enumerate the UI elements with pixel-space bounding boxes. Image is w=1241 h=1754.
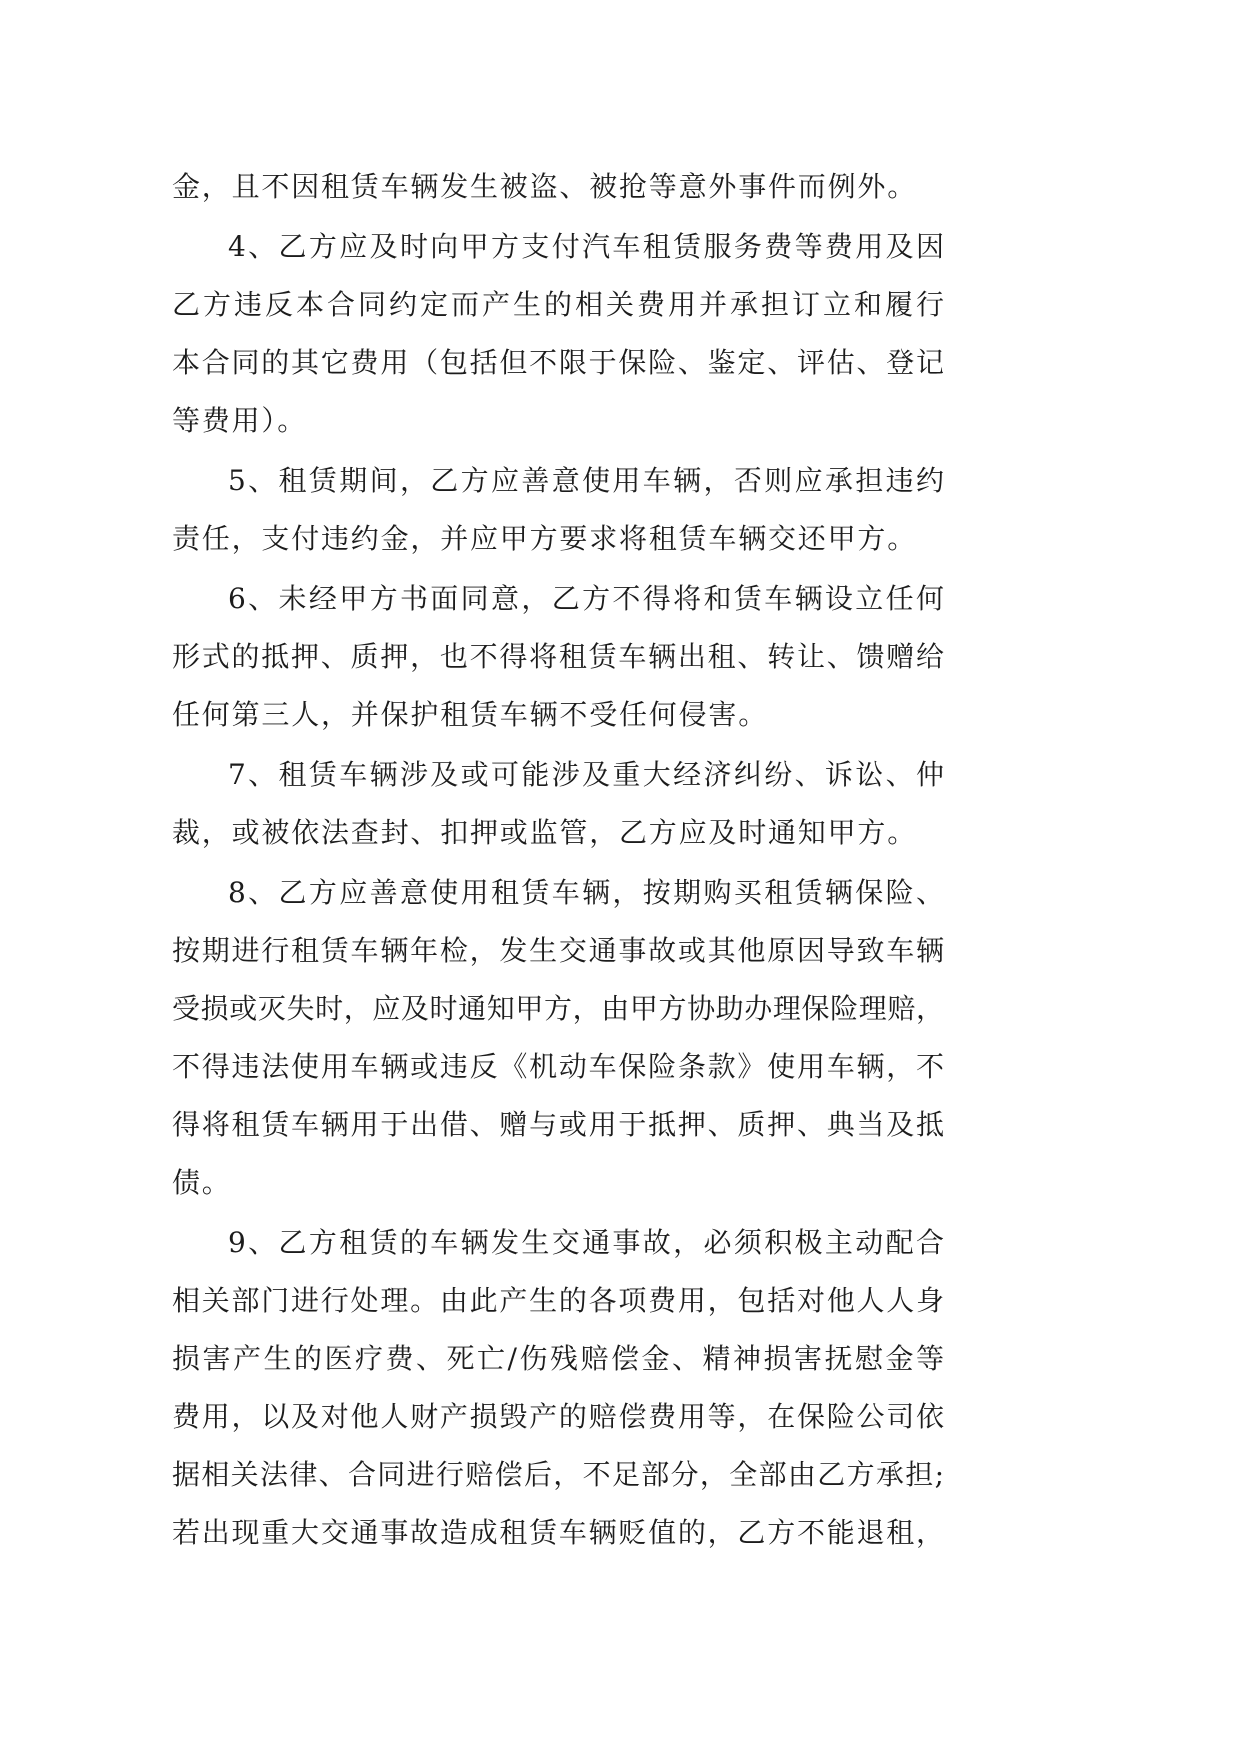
text-line: 9、乙方租赁的车辆发生交通事故，必须积极主动配合 (228, 1226, 944, 1259)
text-line: 4、乙方应及时向甲方支付汽车租赁服务费等费用及因 (228, 230, 944, 263)
text-line: 据相关法律、合同进行赔偿后，不足部分，全部由乙方承担; (172, 1458, 944, 1491)
text-line: 费用，以及对他人财产损毁产的赔偿费用等，在保险公司依 (172, 1400, 944, 1433)
text-line: 受损或灭失时，应及时通知甲方，由甲方协助办理保险理赔， (172, 992, 944, 1025)
document-body (172, 158, 944, 1562)
text-line: 任何第三人，并保护租赁车辆不受任何侵害。 (172, 698, 769, 731)
paragraph (172, 746, 944, 862)
text-line: 若出现重大交通事故造成租赁车辆贬值的，乙方不能退租， (172, 1516, 944, 1549)
paragraph (172, 570, 944, 744)
paragraph (172, 158, 944, 216)
text-line: 债。 (172, 1166, 232, 1199)
text-line: 按期进行租赁车辆年检，发生交通事故或其他原因导致车辆 (172, 934, 944, 967)
text-line: 得将租赁车辆用于出借、赠与或用于抵押、质押、典当及抵 (172, 1108, 944, 1141)
text-line: 6、未经甲方书面同意，乙方不得将和赁车辆设立任何 (228, 582, 944, 615)
text-line: 5、租赁期间，乙方应善意使用车辆，否则应承担违约 (228, 464, 944, 497)
text-line: 乙方违反本合同约定而产生的相关费用并承担订立和履行 (172, 288, 944, 321)
paragraph (172, 452, 944, 568)
text-line: 等费用）。 (172, 404, 308, 437)
text-line: 8、乙方应善意使用租赁车辆，按期购买租赁辆保险、 (228, 876, 944, 909)
text-line: 本合同的其它费用（包括但不限于保险、鉴定、评估、登记 (172, 346, 944, 379)
text-line: 责任，支付违约金，并应甲方要求将租赁车辆交还甲方。 (172, 522, 918, 555)
text-line: 金，且不因租赁车辆发生被盗、被抢等意外事件而例外。 (172, 170, 918, 203)
text-line: 相关部门进行处理。由此产生的各项费用，包括对他人人身 (172, 1284, 944, 1317)
text-line: 裁，或被依法查封、扣押或监管，乙方应及时通知甲方。 (172, 816, 918, 849)
paragraph (172, 864, 944, 1212)
text-line: 7、租赁车辆涉及或可能涉及重大经济纠纷、诉讼、仲 (228, 758, 944, 791)
text-line: 不得违法使用车辆或违反《机动车保险条款》使用车辆，不 (172, 1050, 944, 1083)
paragraph (172, 218, 944, 450)
text-line: 形式的抵押、质押，也不得将租赁车辆出租、转让、馈赠给 (172, 640, 944, 673)
text-line: 损害产生的医疗费、死亡/伤残赔偿金、精神损害抚慰金等 (172, 1342, 944, 1375)
paragraph (172, 1214, 944, 1562)
